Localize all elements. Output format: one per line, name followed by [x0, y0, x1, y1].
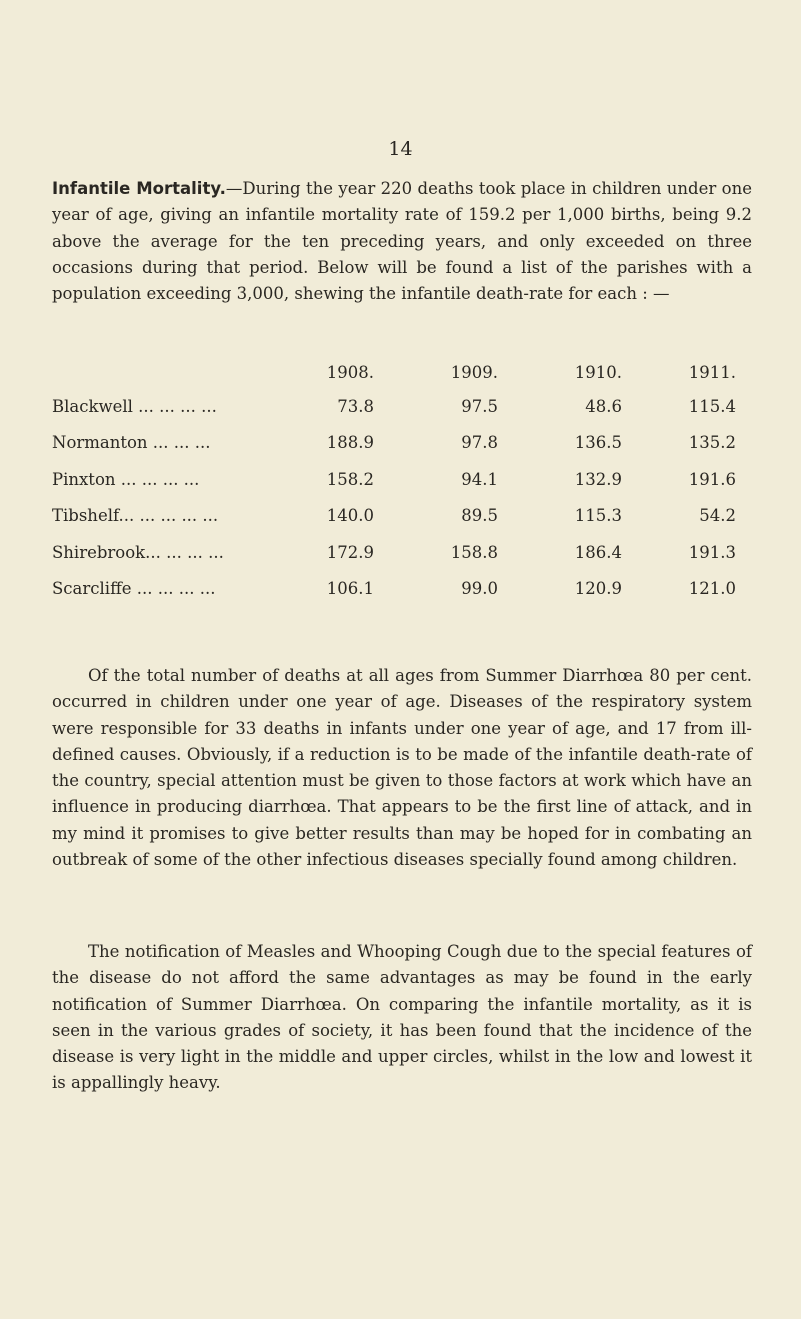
rate-cell: 73.8	[337, 396, 374, 416]
rate-cell: 99.0	[461, 579, 498, 599]
section-heading: Infantile Mortality.	[52, 179, 226, 198]
diarrhoea-paragraph: Of the total number of deaths at all ages from Summer Diarrhœa 80 per cent. occurred in children under one year of age. Diseases of the respiratory system were responsible for 33 deaths in infants under one year of age, and 17 from ill-defined causes. Obviously, if a reduction is to be made of the infantile death-rate of the country, special attention must be given to those factors at work which have an influence in producing diarrhœa. That appears to be the first line of attack, and in my mind it promises to give better results than may be hoped for in combating an outbreak of some of the other infectious diseases specially found among children.	[52, 666, 752, 870]
table-row	[52, 571, 752, 608]
rate-cell: 94.1	[461, 469, 498, 489]
rate-cell: 135.2	[688, 433, 736, 453]
parish-name: Normanton ... ... ...	[52, 433, 211, 453]
parish-name: Shirebrook... ... ... ...	[52, 542, 224, 562]
rate-cell: 140.0	[326, 506, 374, 526]
table-header-row	[52, 356, 752, 388]
table-row	[52, 388, 752, 425]
parish-name: Scarcliffe ... ... ... ...	[52, 579, 216, 599]
parish-name: Tibshelf... ... ... ... ...	[52, 506, 219, 526]
rate-cell: 54.2	[699, 506, 736, 526]
table-row	[52, 425, 752, 462]
rate-cell: 120.9	[574, 579, 622, 599]
parish-name: Blackwell ... ... ... ...	[52, 396, 217, 416]
rate-cell: 188.9	[326, 433, 374, 453]
intro-paragraph	[52, 176, 752, 307]
rate-cell: 191.6	[688, 469, 736, 489]
rate-cell: 48.6	[585, 396, 622, 416]
parish-header	[52, 356, 274, 388]
year-header: 1909.	[450, 362, 498, 382]
rate-cell: 158.8	[450, 542, 498, 562]
rate-cell: 106.1	[326, 579, 374, 599]
rate-cell: 121.0	[688, 579, 736, 599]
infant-mortality-table	[52, 356, 752, 607]
rate-cell: 172.9	[326, 542, 374, 562]
rate-cell: 132.9	[574, 469, 622, 489]
rate-cell: 89.5	[461, 506, 498, 526]
rate-cell: 97.5	[461, 396, 498, 416]
rate-cell: 97.8	[461, 433, 498, 453]
rate-cell: 115.3	[574, 506, 622, 526]
year-header: 1911.	[688, 362, 736, 382]
year-header: 1910.	[574, 362, 622, 382]
year-header: 1908.	[326, 362, 374, 382]
table-row	[52, 498, 752, 535]
rate-cell: 186.4	[574, 542, 622, 562]
rate-cell: 136.5	[574, 433, 622, 453]
table-row	[52, 534, 752, 571]
rate-cell: 191.3	[688, 542, 736, 562]
page-number: 14	[388, 138, 413, 160]
rate-cell: 115.4	[688, 396, 736, 416]
intro-text: —During the year 220 deaths took place in children under one year of age, giving an infantile mortality rate of 159.2 per 1,000 births, being 9.2 above the average for the ten preceding years, and only exceeded on three occasions during that period. Below will be found a list of the parishes with a population exceeding 3,000, shewing the infantile death-rate for each : —	[52, 179, 753, 304]
parish-name: Pinxton ... ... ... ...	[52, 469, 200, 489]
notification-paragraph: The notification of Measles and Whooping Cough due to the special features of the disease do not afford the same advantages as may be found in the early notification of Summer Diarrhœa. On comparing the infantile mortality, as it is seen in the various grades of society, it has been found that the incidence of the disease is very light in the middle and upper circles, whilst in the low and lowest it is appallingly heavy.	[52, 942, 752, 1093]
rate-cell: 158.2	[326, 469, 374, 489]
table-row	[52, 461, 752, 498]
